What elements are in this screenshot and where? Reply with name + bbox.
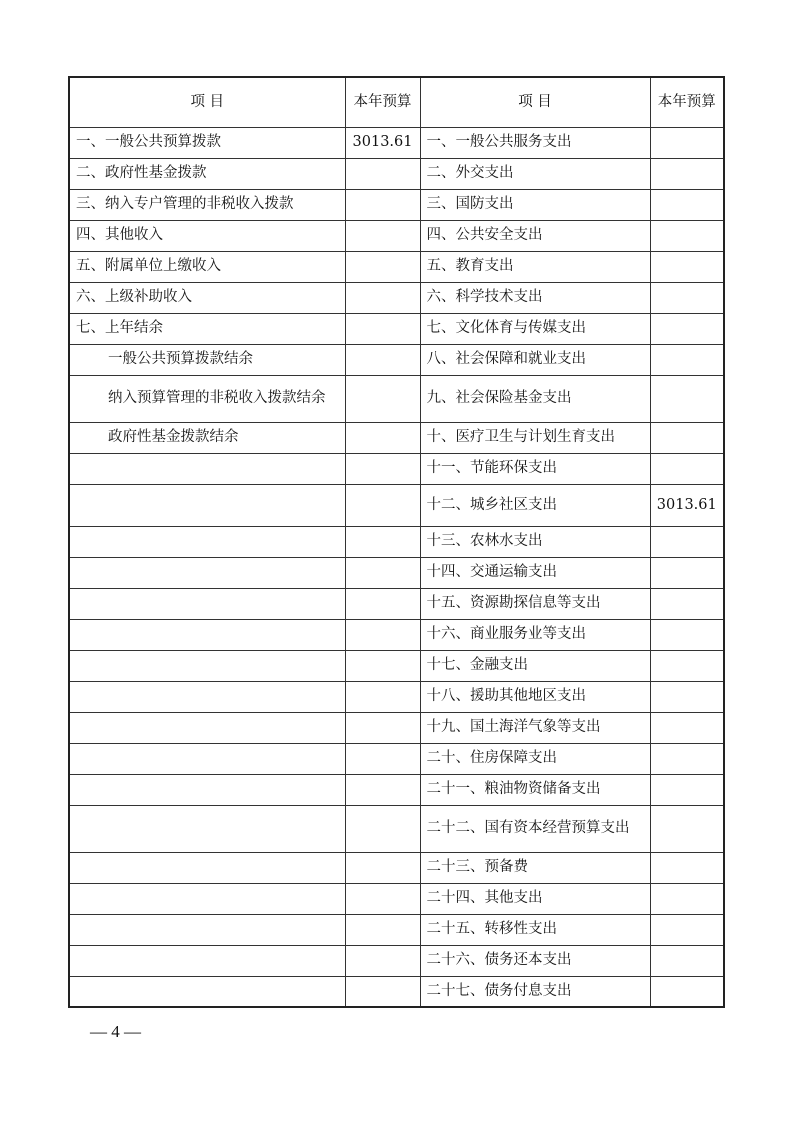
row-left-value bbox=[345, 976, 420, 1007]
row-right-item: 二十四、其他支出 bbox=[420, 883, 650, 914]
row-right-item: 六、科学技术支出 bbox=[420, 282, 650, 313]
row-right-value bbox=[650, 619, 724, 650]
row-right-value bbox=[650, 681, 724, 712]
row-right-value bbox=[650, 945, 724, 976]
row-left-value bbox=[345, 422, 420, 453]
table-row bbox=[69, 422, 724, 453]
table-row bbox=[69, 619, 724, 650]
table-row bbox=[69, 220, 724, 251]
row-right-value bbox=[650, 557, 724, 588]
row-right-value bbox=[650, 712, 724, 743]
row-left-item: 一、一般公共预算拨款 bbox=[69, 127, 345, 158]
row-left-item bbox=[69, 743, 345, 774]
row-left-value bbox=[345, 945, 420, 976]
row-left-value bbox=[345, 743, 420, 774]
row-right-item: 三、国防支出 bbox=[420, 189, 650, 220]
row-right-item: 十八、援助其他地区支出 bbox=[420, 681, 650, 712]
table-row bbox=[69, 743, 724, 774]
row-left-value bbox=[345, 526, 420, 557]
row-right-value bbox=[650, 158, 724, 189]
row-right-value bbox=[650, 805, 724, 852]
row-left-value bbox=[345, 158, 420, 189]
header-item-right: 项 目 bbox=[420, 77, 650, 127]
row-right-item: 十二、城乡社区支出 bbox=[420, 484, 650, 526]
row-left-item: 政府性基金拨款结余 bbox=[69, 422, 345, 453]
row-right-value bbox=[650, 251, 724, 282]
row-right-item: 十三、农林水支出 bbox=[420, 526, 650, 557]
row-left-item: 四、其他收入 bbox=[69, 220, 345, 251]
table-row bbox=[69, 883, 724, 914]
row-right-item: 二十三、预备费 bbox=[420, 852, 650, 883]
row-left-item: 纳入预算管理的非税收入拨款结余 bbox=[69, 375, 345, 422]
row-right-item: 二十一、粮油物资储备支出 bbox=[420, 774, 650, 805]
row-right-item: 二、外交支出 bbox=[420, 158, 650, 189]
table-row bbox=[69, 453, 724, 484]
row-right-value bbox=[650, 774, 724, 805]
table-row bbox=[69, 650, 724, 681]
row-left-item bbox=[69, 557, 345, 588]
row-right-item: 十四、交通运输支出 bbox=[420, 557, 650, 588]
row-right-value bbox=[650, 375, 724, 422]
table-row bbox=[69, 484, 724, 526]
row-left-item: 三、纳入专户管理的非税收入拨款 bbox=[69, 189, 345, 220]
row-right-value bbox=[650, 422, 724, 453]
row-right-item: 十五、资源勘探信息等支出 bbox=[420, 588, 650, 619]
table-header-row bbox=[69, 77, 724, 127]
row-right-item: 十九、国土海洋气象等支出 bbox=[420, 712, 650, 743]
table-row bbox=[69, 774, 724, 805]
row-left-value bbox=[345, 557, 420, 588]
row-right-value bbox=[650, 743, 724, 774]
row-left-item: 七、上年结余 bbox=[69, 313, 345, 344]
row-right-item: 八、社会保障和就业支出 bbox=[420, 344, 650, 375]
table-row bbox=[69, 526, 724, 557]
table-row bbox=[69, 945, 724, 976]
table-row bbox=[69, 976, 724, 1007]
row-left-value bbox=[345, 805, 420, 852]
row-left-value bbox=[345, 712, 420, 743]
row-right-item: 九、社会保险基金支出 bbox=[420, 375, 650, 422]
row-left-value bbox=[345, 251, 420, 282]
row-left-item: 六、上级补助收入 bbox=[69, 282, 345, 313]
row-right-value bbox=[650, 220, 724, 251]
row-left-item bbox=[69, 914, 345, 945]
row-left-item bbox=[69, 945, 345, 976]
table-row bbox=[69, 282, 724, 313]
row-left-value bbox=[345, 344, 420, 375]
table-row bbox=[69, 588, 724, 619]
row-right-value bbox=[650, 852, 724, 883]
row-left-value bbox=[345, 313, 420, 344]
row-left-item bbox=[69, 619, 345, 650]
table-row bbox=[69, 712, 724, 743]
header-budget-right: 本年预算 bbox=[650, 77, 724, 127]
table-row bbox=[69, 852, 724, 883]
row-right-value bbox=[650, 127, 724, 158]
row-right-value bbox=[650, 344, 724, 375]
table-body bbox=[69, 127, 724, 1007]
row-left-item bbox=[69, 484, 345, 526]
row-left-item bbox=[69, 526, 345, 557]
row-left-value bbox=[345, 189, 420, 220]
table-row bbox=[69, 127, 724, 158]
row-right-value bbox=[650, 914, 724, 945]
row-left-item bbox=[69, 650, 345, 681]
row-left-value bbox=[345, 453, 420, 484]
row-left-item: 一般公共预算拨款结余 bbox=[69, 344, 345, 375]
row-left-value bbox=[345, 375, 420, 422]
row-left-value bbox=[345, 681, 420, 712]
row-left-item bbox=[69, 805, 345, 852]
table-row bbox=[69, 375, 724, 422]
row-right-value: 3013.61 bbox=[650, 484, 724, 526]
row-left-value bbox=[345, 484, 420, 526]
row-right-value bbox=[650, 588, 724, 619]
row-right-item: 四、公共安全支出 bbox=[420, 220, 650, 251]
row-left-item bbox=[69, 681, 345, 712]
row-left-value bbox=[345, 619, 420, 650]
table-row bbox=[69, 681, 724, 712]
row-right-value bbox=[650, 650, 724, 681]
budget-table bbox=[68, 76, 725, 1008]
row-right-item: 七、文化体育与传媒支出 bbox=[420, 313, 650, 344]
row-right-value bbox=[650, 883, 724, 914]
row-left-value: 3013.61 bbox=[345, 127, 420, 158]
row-right-item: 十一、节能环保支出 bbox=[420, 453, 650, 484]
row-left-item bbox=[69, 588, 345, 619]
row-left-item bbox=[69, 883, 345, 914]
table-row bbox=[69, 313, 724, 344]
table-row bbox=[69, 251, 724, 282]
row-left-item bbox=[69, 774, 345, 805]
row-left-item bbox=[69, 453, 345, 484]
row-left-item bbox=[69, 712, 345, 743]
row-right-item: 二十六、债务还本支出 bbox=[420, 945, 650, 976]
row-right-value bbox=[650, 313, 724, 344]
row-right-value bbox=[650, 189, 724, 220]
row-right-item: 二十七、债务付息支出 bbox=[420, 976, 650, 1007]
row-right-item: 二十二、国有资本经营预算支出 bbox=[420, 805, 650, 852]
row-left-value bbox=[345, 852, 420, 883]
page-number: — 4 — bbox=[90, 1022, 141, 1041]
row-right-item: 二十五、转移性支出 bbox=[420, 914, 650, 945]
row-right-value bbox=[650, 453, 724, 484]
header-budget: 本年预算 bbox=[345, 77, 420, 127]
row-left-item bbox=[69, 976, 345, 1007]
row-right-value bbox=[650, 282, 724, 313]
row-right-item: 二十、住房保障支出 bbox=[420, 743, 650, 774]
row-left-item: 五、附属单位上缴收入 bbox=[69, 251, 345, 282]
table-row bbox=[69, 557, 724, 588]
header-item: 项 目 bbox=[69, 77, 345, 127]
row-left-value bbox=[345, 282, 420, 313]
row-right-item: 十七、金融支出 bbox=[420, 650, 650, 681]
row-left-value bbox=[345, 883, 420, 914]
row-left-value bbox=[345, 650, 420, 681]
row-left-value bbox=[345, 774, 420, 805]
row-left-value bbox=[345, 914, 420, 945]
row-right-item: 一、一般公共服务支出 bbox=[420, 127, 650, 158]
row-left-item bbox=[69, 852, 345, 883]
row-left-item: 二、政府性基金拨款 bbox=[69, 158, 345, 189]
row-left-value bbox=[345, 588, 420, 619]
table-row bbox=[69, 189, 724, 220]
row-right-item: 十、医疗卫生与计划生育支出 bbox=[420, 422, 650, 453]
row-left-value bbox=[345, 220, 420, 251]
row-right-item: 五、教育支出 bbox=[420, 251, 650, 282]
table-row bbox=[69, 805, 724, 852]
table-row bbox=[69, 344, 724, 375]
table-row bbox=[69, 914, 724, 945]
row-right-value bbox=[650, 526, 724, 557]
row-right-value bbox=[650, 976, 724, 1007]
table-row bbox=[69, 158, 724, 189]
row-right-item: 十六、商业服务业等支出 bbox=[420, 619, 650, 650]
